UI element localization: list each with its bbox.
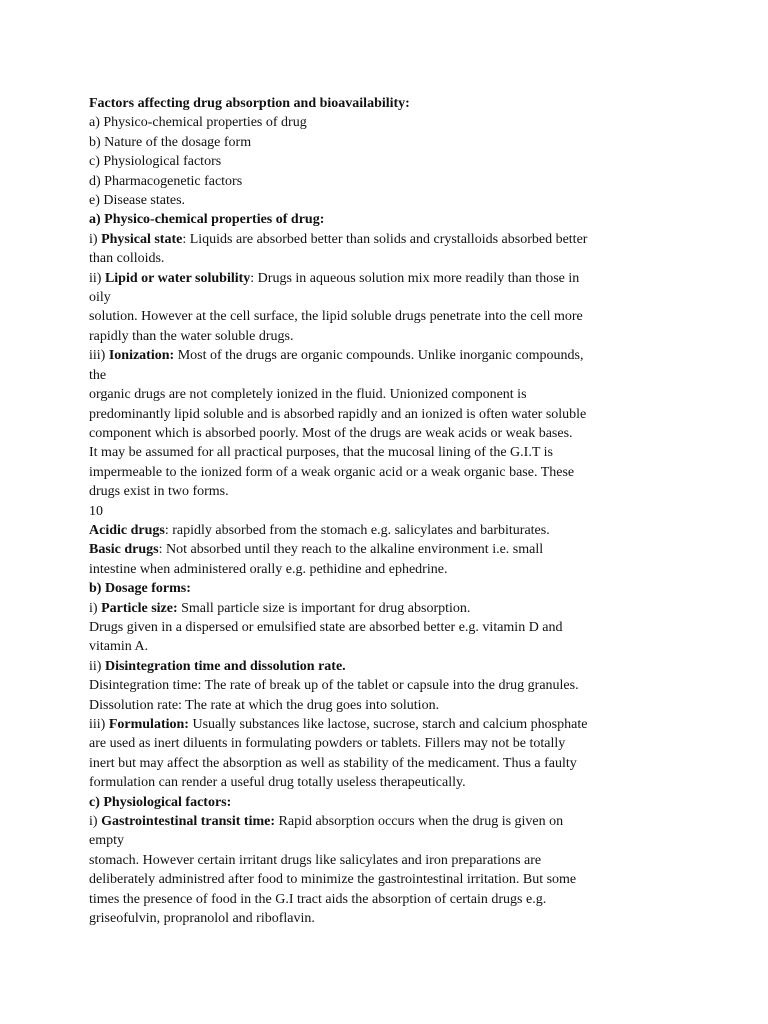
line-text: inert but may affect the absorption as well as stability of the medicament. Thus a faulty (89, 755, 577, 771)
text-line (89, 734, 679, 753)
text-line (89, 870, 679, 889)
line-text: empty (89, 833, 124, 849)
text-line (89, 133, 679, 152)
text-line (89, 463, 679, 482)
line-prefix: i) (89, 814, 102, 830)
line-text: Dissolution rate: The rate at which the drug goes into solution. (89, 697, 440, 713)
bold-term: Particle size: (101, 600, 178, 616)
text-line (89, 851, 679, 870)
text-line (89, 599, 679, 618)
line-text: e) Disease states. (89, 193, 186, 209)
line-text: : rapidly absorbed from the stomach e.g. salicylates and barbiturates. (164, 522, 550, 538)
line-text: : Drugs in aqueous solution mix more readily than those in (250, 270, 580, 286)
text-line (89, 307, 679, 326)
text-line (89, 909, 679, 928)
bold-term: Formulation: (108, 717, 189, 732)
line-prefix: ii) (89, 658, 105, 674)
bold-term: Disintegration time and dissolution rate. (104, 658, 346, 674)
line-text: Small particle size is important for drug absorption. (177, 600, 471, 616)
text-line (89, 676, 679, 695)
line-text: are used as inert diluents in formulating powders or tablets. Fillers may not be totally (89, 736, 566, 752)
text-line (89, 618, 679, 637)
text-line (89, 831, 679, 850)
bold-term: Basic drugs (89, 542, 159, 558)
text-line (89, 288, 679, 307)
text-line (89, 715, 679, 734)
text-line (89, 637, 679, 656)
text-line (89, 152, 679, 171)
line-text: stomach. However certain irritant drugs like salicylates and iron preparations are (89, 852, 542, 868)
text-line (89, 540, 679, 559)
text-line (89, 696, 679, 715)
line-prefix: i) (89, 231, 102, 247)
bold-term: c) Physiological factors: (89, 794, 232, 810)
text-line (89, 754, 679, 773)
text-line (89, 482, 679, 501)
text-line (89, 210, 679, 229)
line-text: drugs exist in two forms. (89, 484, 229, 500)
text-line (89, 269, 679, 288)
line-text: Most of the drugs are organic compounds. Unlike inorganic compounds, (174, 348, 584, 364)
text-line (89, 560, 679, 579)
text-line (89, 113, 679, 132)
bold-term: Physical state (101, 231, 183, 247)
line-text: b) Nature of the dosage form (89, 134, 252, 150)
text-line (89, 405, 679, 424)
line-text: griseofulvin, propranolol and riboflavin. (89, 911, 315, 927)
line-text: c) Physiological factors (89, 154, 222, 170)
line-text: formulation can render a useful drug totally useless therapeutically. (89, 775, 466, 791)
text-line (89, 812, 679, 831)
line-text: Disintegration time: The rate of break up of the tablet or capsule into the drug granules. (89, 678, 579, 694)
bold-term: a) Physico-chemical properties of drug: (89, 212, 325, 228)
text-line (89, 579, 679, 598)
bold-term: b) Dosage forms: (89, 581, 191, 597)
line-text: It may be assumed for all practical purposes, that the mucosal lining of the G.I.T is (89, 445, 553, 461)
text-line (89, 793, 679, 812)
line-text: Usually substances like lactose, sucrose, starch and calcium phosphate (188, 717, 588, 732)
line-prefix: iii) (89, 717, 109, 732)
line-text: intestine when administered orally e.g. pethidine and ephedrine. (89, 561, 448, 577)
line-text: predominantly lipid soluble and is absorbed rapidly and an ionized is often water soluble (89, 406, 587, 422)
line-text: the (89, 367, 107, 383)
bold-term: Gastrointestinal transit time: (101, 814, 276, 830)
line-text: solution. However at the cell surface, the lipid soluble drugs penetrate into the cell more (89, 309, 583, 325)
line-text: component which is absorbed poorly. Most of the drugs are weak acids or weak bases. (89, 425, 573, 441)
text-line (89, 230, 679, 249)
line-text: oily (89, 290, 111, 306)
line-text: Drugs given in a dispersed or emulsified state are absorbed better e.g. vitamin D and (89, 619, 563, 635)
bold-term: Lipid or water solubility (104, 270, 251, 286)
text-line (89, 366, 679, 385)
line-text: : Liquids are absorbed better than solids and crystalloids absorbed better (182, 231, 588, 247)
line-text: vitamin A. (89, 639, 149, 655)
text-line (89, 346, 679, 365)
bold-term: Factors affecting drug absorption and bioavailability: (89, 96, 410, 111)
text-line (89, 773, 679, 792)
text-line (89, 327, 679, 346)
line-prefix: iii) (89, 348, 109, 364)
line-text: times the presence of food in the G.I tract aids the absorption of certain drugs e.g. (89, 891, 547, 907)
line-text: organic drugs are not completely ionized in the fluid. Unionized component is (89, 387, 527, 403)
line-text: Rapid absorption occurs when the drug is given on (275, 814, 564, 830)
line-text: rapidly than the water soluble drugs. (89, 328, 294, 344)
line-text: impermeable to the ionized form of a weak organic acid or a weak organic base. These (89, 464, 575, 480)
line-text: a) Physico-chemical properties of drug (89, 115, 307, 131)
line-text: d) Pharmacogenetic factors (89, 173, 243, 189)
bold-term: Acidic drugs (89, 522, 165, 538)
bold-term: Ionization: (108, 348, 175, 364)
text-line (89, 94, 679, 113)
line-text: deliberately administred after food to minimize the gastrointestinal irritation. But some (89, 872, 577, 888)
text-line (89, 521, 679, 540)
document-page (89, 94, 679, 928)
text-line (89, 385, 679, 404)
text-line (89, 172, 679, 191)
line-prefix: i) (89, 600, 102, 616)
text-line (89, 249, 679, 268)
line-text: than colloids. (89, 251, 165, 267)
line-text: : Not absorbed until they reach to the alkaline environment i.e. small (158, 542, 544, 558)
text-line (89, 890, 679, 909)
text-line (89, 502, 679, 521)
text-line (89, 443, 679, 462)
line-text: 10 (89, 503, 103, 519)
text-line (89, 424, 679, 443)
text-line (89, 657, 679, 676)
line-prefix: ii) (89, 270, 105, 286)
text-line (89, 191, 679, 210)
